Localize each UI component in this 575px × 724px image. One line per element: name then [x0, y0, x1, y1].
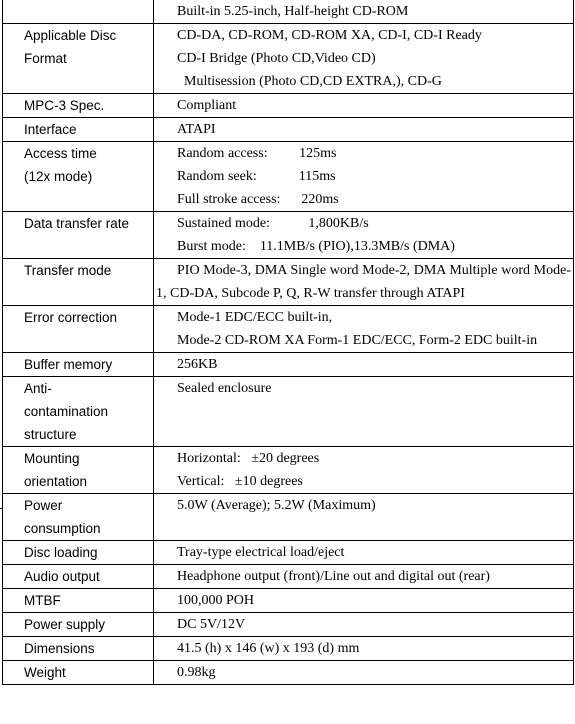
spec-value: 5.0W (Average); 5.2W (Maximum): [177, 498, 376, 513]
spec-value-cell: [154, 94, 574, 118]
spec-label-cell: [3, 589, 154, 613]
spec-value-cell: [154, 353, 574, 377]
spec-row: [3, 494, 574, 541]
spec-label-cell: [3, 613, 154, 637]
spec-row: [3, 306, 574, 353]
spec-value-cell: [154, 565, 574, 589]
spec-label: orientation: [24, 474, 88, 489]
spec-label-cell: [3, 118, 154, 142]
spec-value-cell: [154, 447, 574, 494]
spec-value-cell: [154, 259, 574, 306]
spec-value-paragraph: PIO Mode-3, DMA Single word Mode-2, DMA Multiple word Mode-1, CD-DA, Subcode P, Q, R-W transfer through ATAPI: [156, 263, 571, 301]
spec-row: [3, 259, 574, 306]
spec-value-cell: [154, 494, 574, 541]
spec-label: Weight: [24, 665, 66, 680]
spec-value: Full stroke access: 220ms: [177, 192, 339, 207]
table-edge-mark: [0, 508, 3, 509]
spec-label: Disc loading: [24, 545, 98, 560]
spec-row: [3, 613, 574, 637]
spec-value-cell: [154, 306, 574, 353]
spec-label: Error correction: [24, 310, 118, 325]
spec-row: [3, 118, 574, 142]
spec-value-cell: [154, 589, 574, 613]
spec-label: Audio output: [24, 569, 100, 584]
spec-label-cell: [3, 661, 154, 685]
spec-label: MTBF: [24, 593, 61, 608]
spec-row: [3, 637, 574, 661]
spec-label-cell: [3, 259, 154, 306]
spec-value: Built-in 5.25-inch, Half-height CD-ROM: [177, 4, 409, 19]
spec-value-cell: [154, 637, 574, 661]
spec-value: Sustained mode: 1,800KB/s: [177, 216, 369, 231]
spec-row: [3, 94, 574, 118]
spec-row: [3, 589, 574, 613]
spec-value-paragraph: Mode-2 CD-ROM XA Form-1 EDC/ECC, Form-2 EDC built-in: [177, 333, 538, 348]
spec-value-cell: [154, 212, 574, 259]
spec-value-cell: [154, 24, 574, 94]
spec-value: ATAPI: [177, 122, 216, 137]
spec-row: [3, 447, 574, 494]
spec-label: Data transfer rate: [24, 216, 130, 231]
spec-row: [3, 0, 574, 24]
spec-value: 100,000 POH: [177, 593, 255, 608]
spec-label: contamination: [24, 404, 109, 419]
spec-label: Power supply: [24, 617, 106, 632]
spec-row: [3, 541, 574, 565]
spec-value-cell: [154, 142, 574, 212]
spec-value: Mode-1 EDC/ECC built-in,: [177, 310, 333, 325]
spec-label: consumption: [24, 521, 101, 536]
spec-label-cell: [3, 565, 154, 589]
spec-label: Dimensions: [24, 641, 95, 656]
spec-table: [2, 0, 574, 685]
spec-value: 41.5 (h) x 146 (w) x 193 (d) mm: [177, 641, 360, 656]
spec-value: CD-I Bridge (Photo CD,Video CD): [177, 51, 376, 66]
spec-label: Anti-: [24, 381, 52, 396]
spec-value-cell: [154, 661, 574, 685]
spec-value: Random seek: 115ms: [177, 169, 336, 184]
spec-label: Power: [24, 498, 63, 513]
spec-label-cell: [3, 142, 154, 212]
spec-label-cell: [3, 94, 154, 118]
spec-value-cell: [154, 377, 574, 447]
spec-value: CD-DA, CD-ROM, CD-ROM XA, CD-I, CD-I Ready: [177, 28, 482, 43]
spec-row: [3, 142, 574, 212]
spec-label: [24, 0, 149, 23]
spec-label: MPC-3 Spec.: [24, 98, 105, 113]
spec-label: Access time: [24, 146, 97, 161]
spec-label-cell: [3, 0, 154, 24]
spec-value: 256KB: [177, 357, 218, 372]
spec-value: Vertical: ±10 degrees: [177, 474, 303, 489]
spec-row: [3, 353, 574, 377]
spec-table-body: [3, 0, 574, 685]
spec-value: Headphone output (front)/Line out and digital out (rear): [177, 569, 490, 584]
spec-label: Format: [24, 51, 67, 66]
spec-label: Applicable Disc: [24, 28, 117, 43]
spec-label: Interface: [24, 122, 77, 137]
spec-label: Buffer memory: [24, 357, 113, 372]
spec-value-cell: [154, 118, 574, 142]
spec-value: DC 5V/12V: [177, 617, 246, 632]
spec-label-cell: [3, 353, 154, 377]
spec-value: Horizontal: ±20 degrees: [177, 451, 320, 466]
spec-value: Random access: 125ms: [177, 146, 337, 161]
spec-label: Mounting: [24, 451, 80, 466]
spec-label: Transfer mode: [24, 263, 112, 278]
spec-value-cell: [154, 541, 574, 565]
spec-label-cell: [3, 637, 154, 661]
spec-value: Compliant: [177, 98, 237, 113]
spec-row: [3, 212, 574, 259]
spec-label-cell: [3, 377, 154, 447]
spec-value: Multisession (Photo CD,CD EXTRA,), CD-G: [177, 74, 442, 89]
spec-label: structure: [24, 427, 77, 442]
spec-label-cell: [3, 447, 154, 494]
spec-label-cell: [3, 306, 154, 353]
spec-value-cell: [154, 613, 574, 637]
spec-value: 0.98kg: [177, 665, 216, 680]
spec-row: [3, 24, 574, 94]
spec-value: Burst mode: 11.1MB/s (PIO),13.3MB/s (DMA): [177, 239, 455, 254]
spec-value-cell: [154, 0, 574, 24]
spec-label-cell: [3, 24, 154, 94]
spec-label-cell: [3, 541, 154, 565]
spec-label-cell: [3, 494, 154, 541]
spec-label: (12x mode): [24, 169, 93, 184]
spec-row: [3, 661, 574, 685]
spec-value: Tray-type electrical load/eject: [177, 545, 345, 560]
spec-value: Sealed enclosure: [177, 381, 272, 396]
spec-row: [3, 565, 574, 589]
spec-label-cell: [3, 212, 154, 259]
spec-row: [3, 377, 574, 447]
